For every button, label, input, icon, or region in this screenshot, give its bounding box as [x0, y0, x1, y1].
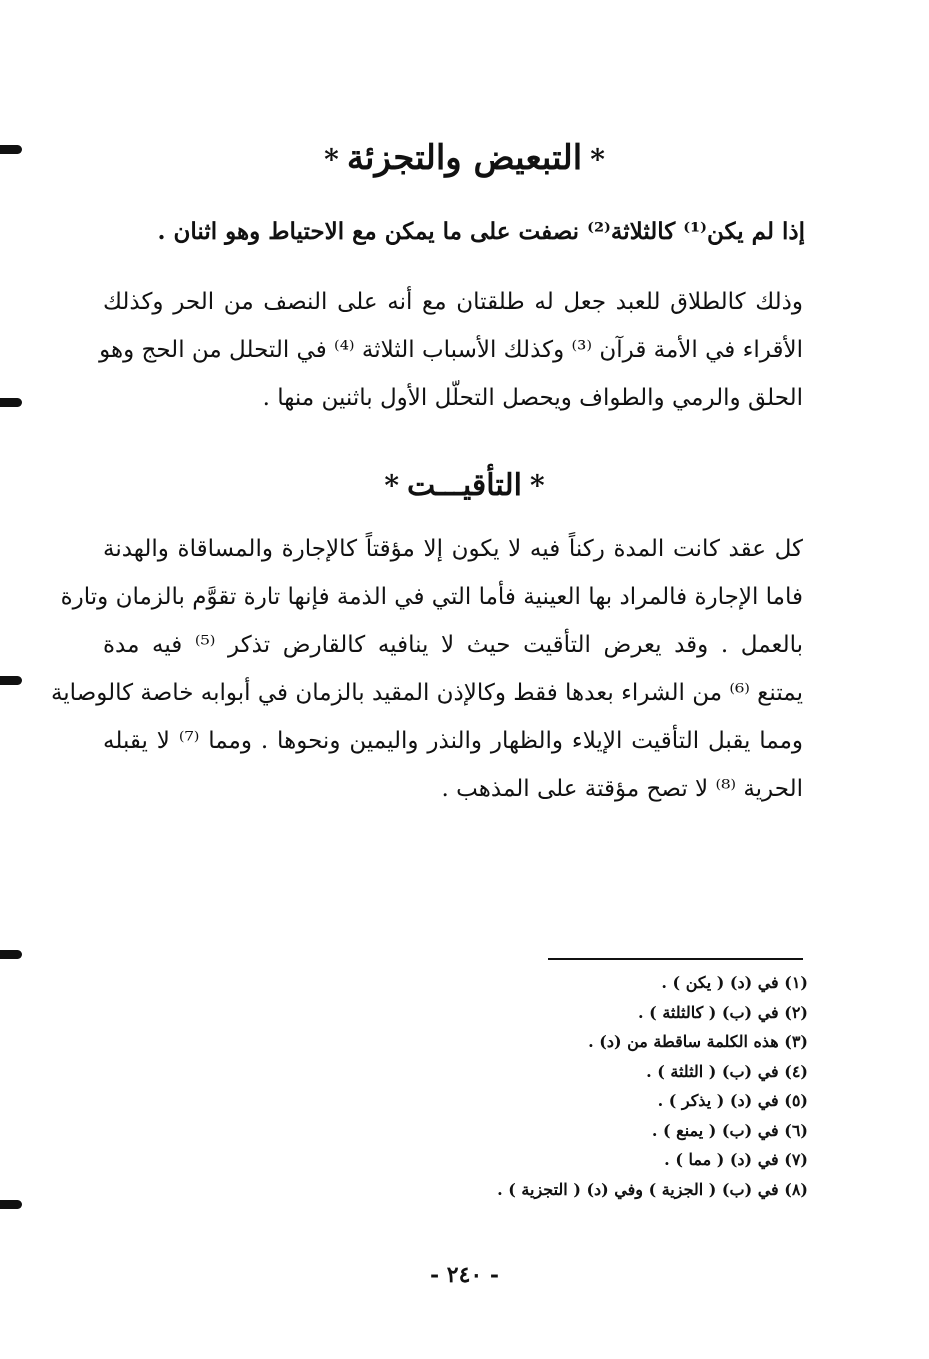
footnote: (٧) في (د) ( مما ) . — [664, 1150, 808, 1169]
page-number: - ٢٤٠ - — [429, 1262, 500, 1288]
footnote: (١) في (د) ( يكن ) . — [661, 973, 808, 992]
scan-edge-mark — [0, 676, 22, 685]
scan-edge-mark — [0, 950, 22, 959]
paragraph-tabeed — [99, 278, 803, 422]
heading-star-icon: * — [590, 143, 605, 176]
heading-star-icon: * — [324, 143, 339, 176]
paragraph-line: كل عقد كانت المدة ركناً فيه لا يكون إلا مؤقتاً كالإجارة والمساقاة والهدنة — [103, 536, 803, 562]
heading-star-icon: * — [529, 469, 545, 502]
footnote: (٦) في (ب) ( يمنع ) . — [651, 1120, 808, 1140]
paragraph-line: وذلك كالطلاق للعبد جعل له طلقتان مع أنه على النصف من الحر وكذلك — [103, 289, 803, 315]
heading-star-icon: * — [384, 469, 400, 502]
footnote-separator — [548, 958, 803, 960]
footnote: (٣) هذه الكلمة ساقطة من (د) . — [588, 1032, 808, 1051]
paragraph-taqeet — [50, 525, 803, 813]
paragraph-line: فاما الإجارة فالمراد بها العينية فأما التي في الذمة فإنها تارة تقوَّم بالزمان وتارة — [60, 584, 803, 610]
footnote: (٨) في (ب) ( الجزية ) وفي (د) ( التجزية ) . — [497, 1179, 808, 1199]
rule-statement: إذا لم يكن⁽¹⁾ كالثلاثة⁽²⁾ نصفت على ما يمكن مع الاحتياط وهو اثنان . — [157, 218, 805, 245]
section-heading-tabeed — [0, 138, 929, 178]
section-title: التأقيـــت — [407, 468, 522, 503]
scan-edge-mark — [0, 1200, 22, 1209]
paragraph-line: الحلق والرمي والطواف ويحصل التحلّل الأول باثنين منها . — [262, 385, 803, 411]
footnote: (٤) في (ب) ( الثلثة ) . — [646, 1061, 808, 1081]
paragraph-line: الأقراء في الأمة قرآن ⁽³⁾ وكذلك الأسباب الثلاثة ⁽⁴⁾ في التحلل من الحج وهو — [99, 337, 803, 363]
footnotes — [480, 968, 808, 1204]
footnote: (٥) في (د) ( يذكر ) . — [657, 1091, 808, 1110]
paragraph-line: الحرية ⁽⁸⁾ لا تصح مؤقتة على المذهب . — [441, 776, 803, 802]
paragraph-line: ومما يقبل التأقيت الإيلاء والظهار والنذر واليمين ونحوها . ومما ⁽⁷⁾ لا يقبله — [103, 728, 803, 754]
paragraph-line: يمتنع ⁽⁶⁾ من الشراء بعدها فقط وكالإذن المقيد بالزمان في أبوابه خاصة كالوصاية — [50, 680, 803, 706]
section-heading-taqeet — [0, 468, 929, 503]
scan-edge-mark — [0, 398, 22, 407]
section-title: التبعيض والتجزئة — [346, 138, 583, 178]
footnote: (٢) في (ب) ( كالثلثة ) . — [638, 1002, 808, 1022]
paragraph-line: بالعمل . وقد يعرض التأقيت حيث لا ينافيه كالقارض تذكر ⁽⁵⁾ فيه مدة — [103, 632, 803, 658]
